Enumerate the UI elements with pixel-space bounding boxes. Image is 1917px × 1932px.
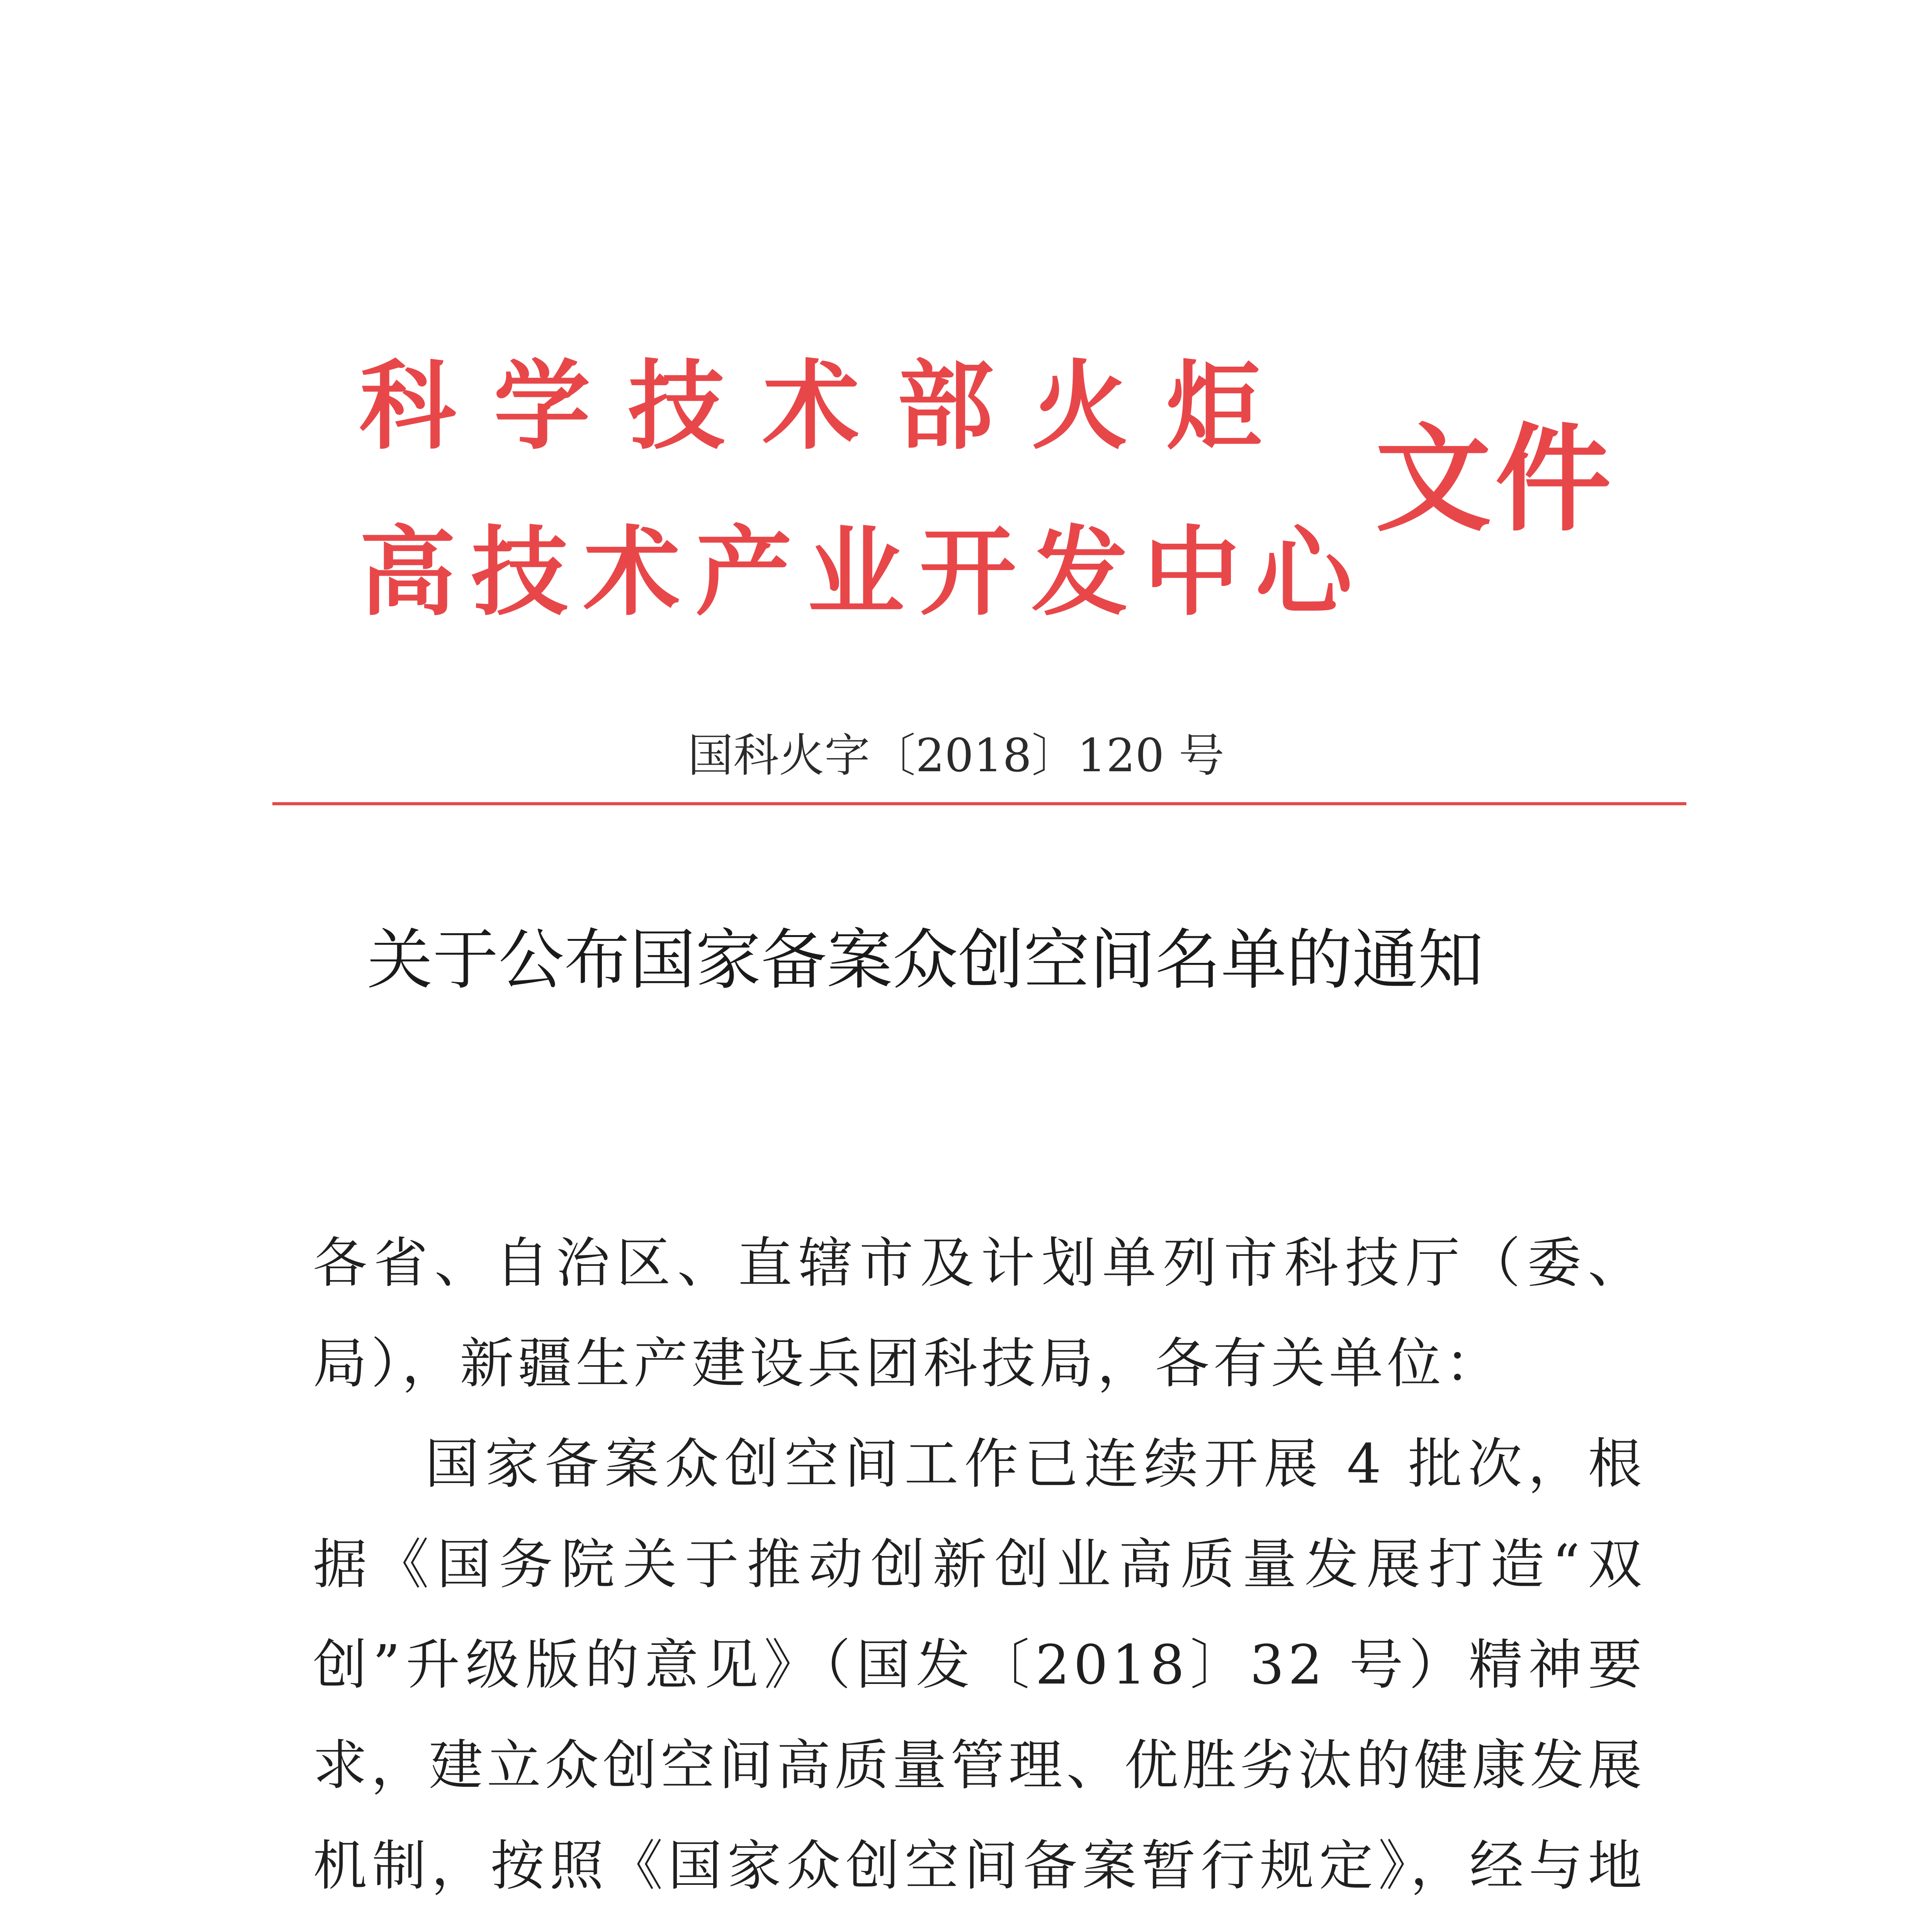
document-number: 国科火字〔2018〕120 号 [688,729,1225,782]
issuer-document-label: 文件 [1375,411,1615,547]
document-title: 关于公布国家备案众创空间名单的通知 [367,922,1484,998]
salutation: 各省、自治区、直辖市及计划单列市科技厅（委、局），新疆生产建设兵团科技局，各有关单位： [313,1232,1646,1395]
body-paragraph: 国家备案众创空间工作已连续开展 4 批次，根据《国务院关于推动创新创业高质量发展打造“双创”升级版的意见》（国发〔2018〕32 号）精神要求，建立众创空间高质量管理、优胜劣汰的健康发展机制，按照《国家众创空间备案暂行规定》，经与地 [313,1433,1646,1898]
issuer-name-line2: 高技术产业开发中心 [359,515,1368,629]
issuer-name-line1: 科学技术部火炬 [359,349,1300,463]
header-divider [272,802,1686,805]
